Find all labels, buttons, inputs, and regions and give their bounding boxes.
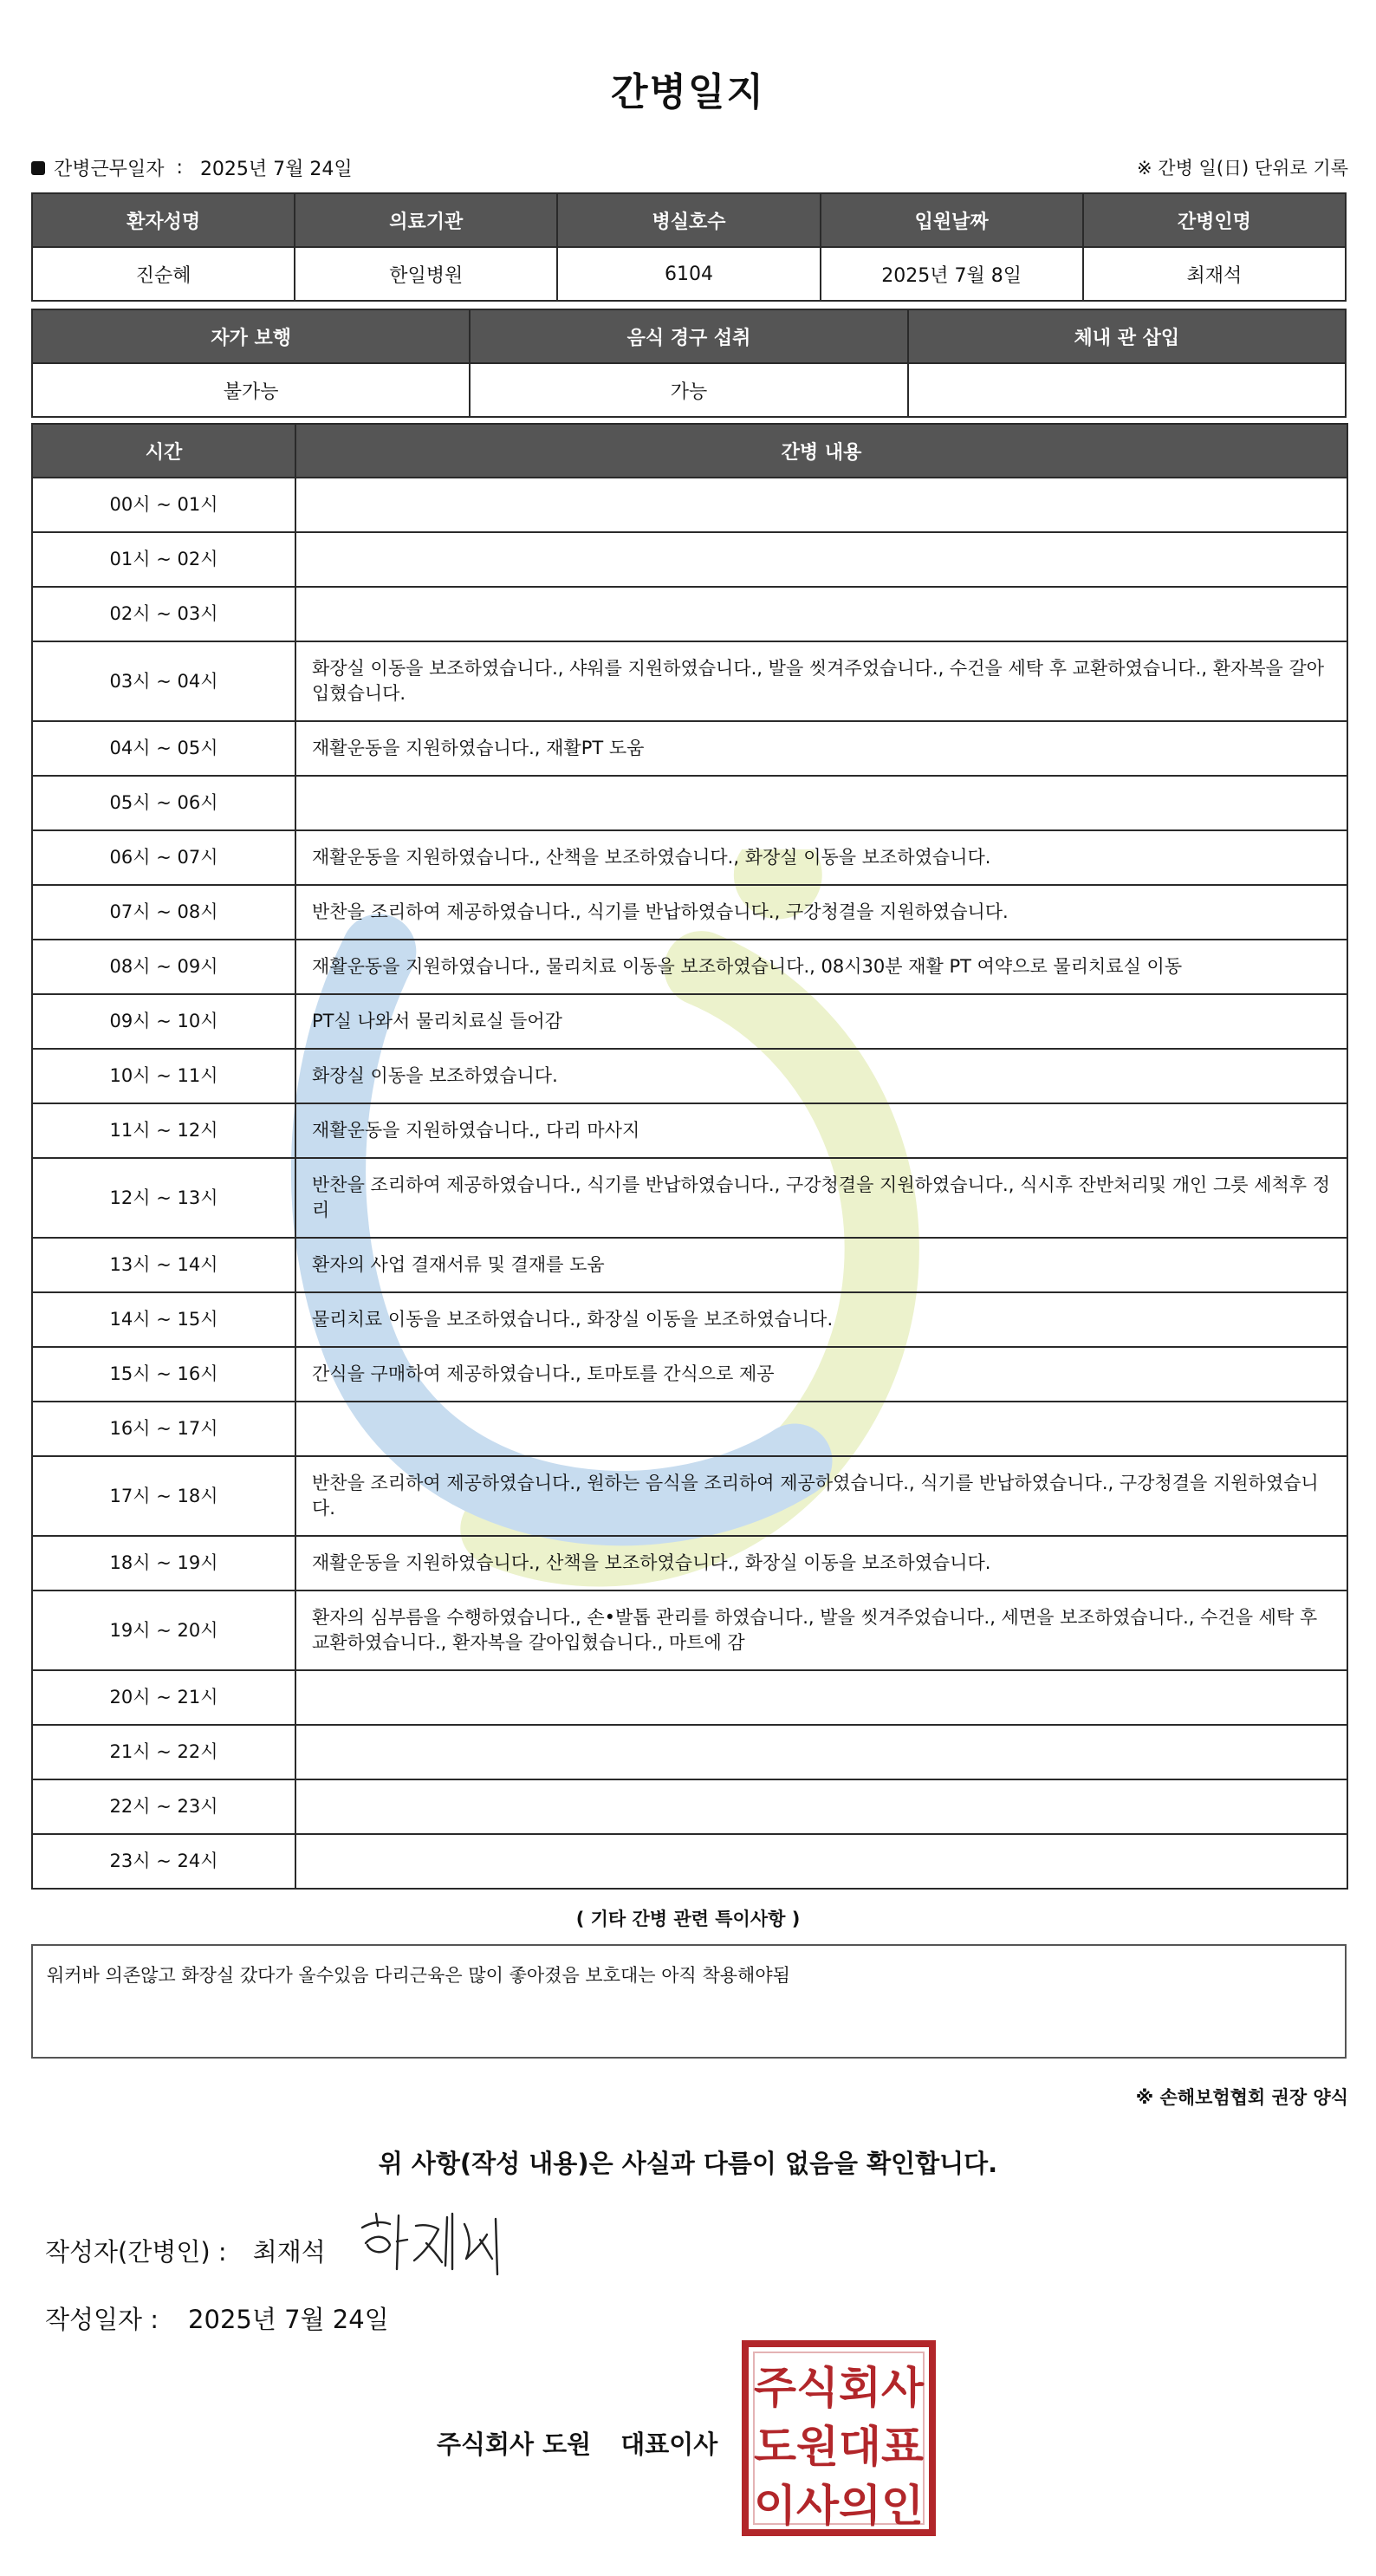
care-log-row: [32, 1347, 1347, 1402]
care-log-time-cell: 08시 ~ 09시: [32, 940, 295, 994]
care-log-row: [32, 721, 1347, 776]
square-bullet-icon: [31, 161, 45, 175]
header-time: 시간: [32, 424, 295, 478]
patient-info-header-row: [32, 193, 1346, 247]
header-oral-intake: 음식 경구 섭취: [470, 309, 907, 363]
care-log-content-cell: 화장실 이동을 보조하였습니다., 샤워를 지원하였습니다., 발을 씻겨주었습니다., 수건을 세탁 후 교환하였습니다., 환자복을 갈아입혔습니다.: [295, 641, 1347, 721]
header-patient-name: 환자성명: [32, 193, 295, 247]
written-date-label: 작성일자 :: [45, 2305, 159, 2334]
care-log-time-cell: 15시 ~ 16시: [32, 1347, 295, 1402]
tube-insertion-cell: [908, 363, 1346, 417]
care-log-time-cell: 18시 ~ 19시: [32, 1536, 295, 1590]
written-date-line: [45, 2300, 389, 2336]
care-log-row: [32, 587, 1347, 641]
header-self-walking: 자가 보행: [32, 309, 470, 363]
care-log-content-cell: PT실 나와서 물리치료실 들어감: [295, 994, 1347, 1049]
care-log-table: [31, 423, 1348, 1890]
care-log-row: [32, 994, 1347, 1049]
care-log-row: [32, 641, 1347, 721]
care-log-time-cell: 01시 ~ 02시: [32, 532, 295, 587]
header-care-content: 간병 내용: [295, 424, 1347, 478]
seal-line-1: 주식회사: [754, 2363, 925, 2413]
care-log-content-cell: 재활운동을 지원하였습니다., 산책을 보조하였습니다., 화장실 이동을 보조하였습니다.: [295, 1536, 1347, 1590]
care-log-content-cell: 물리치료 이동을 보조하였습니다., 화장실 이동을 보조하였습니다.: [295, 1292, 1347, 1347]
care-log-content-cell: 재활운동을 지원하였습니다., 산책을 보조하였습니다., 화장실 이동을 보조하였습니다.: [295, 830, 1347, 885]
care-log-row: [32, 1779, 1347, 1834]
care-log-content-cell: 화장실 이동을 보조하였습니다.: [295, 1049, 1347, 1103]
seal-line-3: 이사의인: [754, 2481, 924, 2531]
care-log-body: [32, 478, 1347, 1889]
care-log-content-cell: 반찬을 조리하여 제공하였습니다., 식기를 반납하였습니다., 구강청결을 지원하였습니다., 식시후 잔반처리및 개인 그릇 세척후 정리: [295, 1158, 1347, 1238]
care-log-row: [32, 1725, 1347, 1779]
care-log-row: [32, 830, 1347, 885]
care-log-row: [32, 1103, 1347, 1158]
confirmation-statement: 위 사항(작성 내용)은 사실과 다름이 없음을 확인합니다.: [378, 2149, 998, 2178]
care-log-content-cell: 환자의 사업 결재서류 및 결재를 도움: [295, 1238, 1347, 1292]
care-log-row: [32, 1834, 1347, 1889]
patient-status-table: [31, 309, 1347, 418]
care-log-row: [32, 1049, 1347, 1103]
care-log-content-cell: 환자의 심부름을 수행하였습니다., 손•발톱 관리를 하였습니다., 발을 씻겨주었습니다., 세면을 보조하였습니다., 수건을 세탁 후 교환하였습니다., 환자복을 갈아입혔습니다., 마트에 감: [295, 1590, 1347, 1670]
care-log-content-cell: [295, 1725, 1347, 1779]
care-log-time-cell: 03시 ~ 04시: [32, 641, 295, 721]
care-log-time-cell: 20시 ~ 21시: [32, 1670, 295, 1725]
self-walking-cell: 불가능: [32, 363, 470, 417]
care-log-row: [32, 940, 1347, 994]
room-number-cell: 6104: [557, 247, 820, 301]
care-log-time-cell: 19시 ~ 20시: [32, 1590, 295, 1670]
care-log-header-row: [32, 424, 1347, 478]
header-tube-insertion: 체내 관 삽입: [908, 309, 1346, 363]
care-log-content-cell: 재활운동을 지원하였습니다., 물리치료 이동을 보조하였습니다., 08시30분 재활 PT 여약으로 물리치료실 이동: [295, 940, 1347, 994]
care-log-content-cell: 재활운동을 지원하였습니다., 다리 마사지: [295, 1103, 1347, 1158]
care-log-content-cell: [295, 478, 1347, 532]
care-log-content-cell: [295, 1402, 1347, 1456]
company-name: 주식회사 도원: [437, 2430, 592, 2459]
company-signature-line: [437, 2425, 717, 2461]
special-notes-title: ( 기타 간병 관련 특이사항 ): [575, 1909, 801, 1929]
seal-line-2: 도원대표: [754, 2422, 925, 2472]
work-date-line: [31, 154, 353, 181]
patient-name-cell: 진순혜: [32, 247, 295, 301]
care-log-time-cell: 10시 ~ 11시: [32, 1049, 295, 1103]
care-log-row: [32, 885, 1347, 940]
care-log-time-cell: 06시 ~ 07시: [32, 830, 295, 885]
care-log-content-cell: [295, 1834, 1347, 1889]
header-admission-date: 입원날짜: [821, 193, 1083, 247]
patient-info-value-row: [32, 247, 1346, 301]
care-log-content-cell: 반찬을 조리하여 제공하였습니다., 원하는 음식을 조리하여 제공하였습니다., 식기를 반납하였습니다., 구강청결을 지원하였습니다.: [295, 1456, 1347, 1536]
unit-note: ※ 간병 일(日) 단위로 기록: [1137, 158, 1348, 179]
header-room-number: 병실호수: [557, 193, 820, 247]
patient-status-value-row: [32, 363, 1346, 417]
care-log-time-cell: 17시 ~ 18시: [32, 1456, 295, 1536]
patient-status-header-row: [32, 309, 1346, 363]
care-log-row: [32, 1670, 1347, 1725]
admission-date-cell: 2025년 7월 8일: [821, 247, 1083, 301]
care-log-row: [32, 776, 1347, 830]
care-log-content-cell: 재활운동을 지원하였습니다., 재활PT 도움: [295, 721, 1347, 776]
hospital-cell: 한일병원: [295, 247, 557, 301]
care-log-content-cell: 반찬을 조리하여 제공하였습니다., 식기를 반납하였습니다., 구강청결을 지원하였습니다.: [295, 885, 1347, 940]
writer-label: 작성자(간병인) :: [45, 2237, 227, 2267]
care-log-time-cell: 11시 ~ 12시: [32, 1103, 295, 1158]
care-log-row: [32, 1456, 1347, 1536]
care-log-content-cell: [295, 1670, 1347, 1725]
care-log-row: [32, 1536, 1347, 1590]
work-date-value: 2025년 7월 24일: [199, 159, 353, 180]
care-log-content-cell: [295, 1779, 1347, 1834]
care-log-time-cell: 12시 ~ 13시: [32, 1158, 295, 1238]
care-log-time-cell: 13시 ~ 14시: [32, 1238, 295, 1292]
work-date-colon: :: [176, 157, 183, 179]
company-role: 대표이사: [620, 2430, 718, 2459]
work-date-label: 간병근무일자: [54, 159, 165, 180]
patient-info-table: [31, 192, 1347, 302]
care-log-time-cell: 23시 ~ 24시: [32, 1834, 295, 1889]
care-log-time-cell: 21시 ~ 22시: [32, 1725, 295, 1779]
care-log-time-cell: 05시 ~ 06시: [32, 776, 295, 830]
care-log-content-cell: 간식을 구매하여 제공하였습니다., 토마토를 간식으로 제공: [295, 1347, 1347, 1402]
care-log-row: [32, 1158, 1347, 1238]
special-notes-text: 워커바 의존않고 화장실 갔다가 올수있음 다리근육은 많이 좋아졌음 보호대는 아직 착용해야됨: [47, 1965, 790, 1986]
company-seal-stamp: [742, 2340, 936, 2536]
care-log-content-cell: [295, 776, 1347, 830]
care-log-time-cell: 09시 ~ 10시: [32, 994, 295, 1049]
special-notes-box: [31, 1944, 1347, 2059]
care-log-row: [32, 478, 1347, 532]
care-log-content-cell: [295, 587, 1347, 641]
care-log-content-cell: [295, 532, 1347, 587]
care-log-row: [32, 532, 1347, 587]
caregiver-name-cell: 최재석: [1083, 247, 1346, 301]
recommend-note: ※ 손해보험협회 권장 양식: [1135, 2087, 1348, 2108]
care-log-time-cell: 14시 ~ 15시: [32, 1292, 295, 1347]
header-caregiver-name: 간병인명: [1083, 193, 1346, 247]
care-log-time-cell: 16시 ~ 17시: [32, 1402, 295, 1456]
writer-line: [45, 2233, 326, 2268]
handwritten-signature: [355, 2208, 507, 2287]
care-log-time-cell: 22시 ~ 23시: [32, 1779, 295, 1834]
header-hospital: 의료기관: [295, 193, 557, 247]
care-log-time-cell: 00시 ~ 01시: [32, 478, 295, 532]
care-log-row: [32, 1590, 1347, 1670]
care-log-row: [32, 1402, 1347, 1456]
care-log-row: [32, 1292, 1347, 1347]
care-log-row: [32, 1238, 1347, 1292]
care-log-time-cell: 02시 ~ 03시: [32, 587, 295, 641]
oral-intake-cell: 가능: [470, 363, 907, 417]
writer-name: 최재석: [252, 2237, 326, 2267]
care-log-time-cell: 04시 ~ 05시: [32, 721, 295, 776]
care-log-time-cell: 07시 ~ 08시: [32, 885, 295, 940]
document-title: 간병일지: [610, 70, 765, 114]
written-date-value: 2025년 7월 24일: [188, 2305, 389, 2334]
